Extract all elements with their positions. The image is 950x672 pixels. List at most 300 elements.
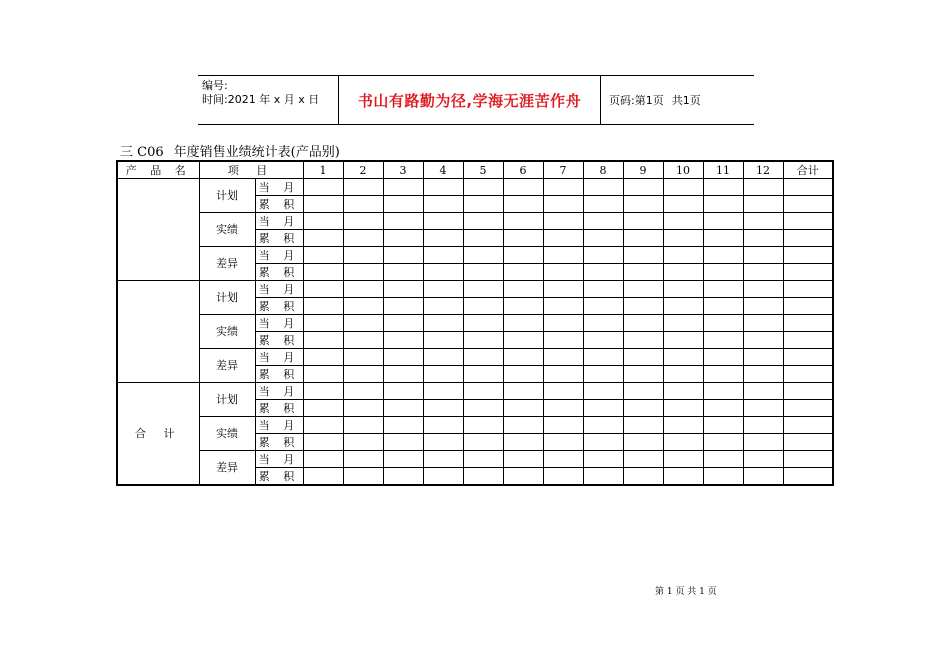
data-cell[interactable]	[463, 196, 503, 213]
data-cell[interactable]	[463, 264, 503, 281]
data-cell[interactable]	[343, 366, 383, 383]
data-cell[interactable]	[543, 298, 583, 315]
category-actual: 实绩	[199, 315, 255, 349]
total-cell[interactable]	[783, 349, 833, 366]
data-cell[interactable]	[423, 383, 463, 400]
data-cell[interactable]	[343, 400, 383, 417]
data-cell[interactable]	[423, 264, 463, 281]
data-cell[interactable]	[583, 213, 623, 230]
table-row	[117, 349, 833, 366]
sub-month: 当 月	[255, 417, 303, 434]
data-cell[interactable]	[583, 298, 623, 315]
data-cell[interactable]	[743, 434, 783, 451]
data-cell[interactable]	[343, 179, 383, 196]
data-cell[interactable]	[583, 315, 623, 332]
data-cell[interactable]	[503, 417, 543, 434]
data-cell[interactable]	[343, 196, 383, 213]
col-product-header: 产 品 名	[117, 161, 199, 179]
data-cell[interactable]	[303, 332, 343, 349]
data-cell[interactable]	[703, 468, 743, 486]
data-cell[interactable]	[663, 434, 703, 451]
data-cell[interactable]	[463, 434, 503, 451]
data-cell[interactable]	[303, 247, 343, 264]
data-cell[interactable]	[583, 383, 623, 400]
data-cell[interactable]	[423, 349, 463, 366]
data-cell[interactable]	[663, 213, 703, 230]
data-cell[interactable]	[503, 264, 543, 281]
data-cell[interactable]	[423, 434, 463, 451]
data-cell[interactable]	[703, 349, 743, 366]
data-cell[interactable]	[663, 281, 703, 298]
data-cell[interactable]	[343, 230, 383, 247]
sub-month: 当 月	[255, 315, 303, 332]
data-cell[interactable]	[503, 451, 543, 468]
data-cell[interactable]	[663, 417, 703, 434]
data-cell[interactable]	[463, 383, 503, 400]
time-label: 时间:2021 年 x 月 x 日	[202, 93, 320, 106]
table-code: 三 C06	[120, 145, 164, 160]
data-cell[interactable]	[703, 281, 743, 298]
data-cell[interactable]	[743, 196, 783, 213]
data-cell[interactable]	[743, 315, 783, 332]
data-cell[interactable]	[503, 332, 543, 349]
data-cell[interactable]	[343, 417, 383, 434]
data-cell[interactable]	[503, 349, 543, 366]
header-meta	[198, 76, 338, 124]
data-cell[interactable]	[583, 247, 623, 264]
data-cell[interactable]	[303, 468, 343, 486]
data-cell[interactable]	[623, 366, 663, 383]
data-cell[interactable]	[743, 332, 783, 349]
data-cell[interactable]	[303, 366, 343, 383]
data-cell[interactable]	[583, 434, 623, 451]
month-header: 3	[383, 161, 423, 179]
data-cell[interactable]	[703, 230, 743, 247]
data-cell[interactable]	[303, 196, 343, 213]
sub-cumulative: 累 积	[255, 264, 303, 281]
data-cell[interactable]	[703, 366, 743, 383]
data-cell[interactable]	[663, 230, 703, 247]
data-cell[interactable]	[463, 230, 503, 247]
data-cell[interactable]	[423, 451, 463, 468]
data-cell[interactable]	[303, 213, 343, 230]
table-row	[117, 213, 833, 230]
data-cell[interactable]	[343, 434, 383, 451]
data-cell[interactable]	[743, 264, 783, 281]
col-item-header: 项 目	[199, 161, 303, 179]
sub-month: 当 月	[255, 451, 303, 468]
data-cell[interactable]	[503, 230, 543, 247]
month-header: 8	[583, 161, 623, 179]
total-cell[interactable]	[783, 366, 833, 383]
month-header: 4	[423, 161, 463, 179]
data-cell[interactable]	[703, 434, 743, 451]
data-cell[interactable]	[383, 264, 423, 281]
data-cell[interactable]	[383, 383, 423, 400]
data-cell[interactable]	[303, 451, 343, 468]
data-cell[interactable]	[583, 349, 623, 366]
data-cell[interactable]	[423, 332, 463, 349]
data-cell[interactable]	[743, 213, 783, 230]
data-cell[interactable]	[343, 281, 383, 298]
total-cell[interactable]	[783, 383, 833, 400]
data-cell[interactable]	[623, 230, 663, 247]
data-cell[interactable]	[743, 366, 783, 383]
table-row	[117, 383, 833, 400]
data-cell[interactable]	[703, 332, 743, 349]
sub-month: 当 月	[255, 349, 303, 366]
month-header: 11	[703, 161, 743, 179]
data-cell[interactable]	[663, 196, 703, 213]
data-cell[interactable]	[423, 196, 463, 213]
data-cell[interactable]	[583, 366, 623, 383]
sub-cumulative: 累 积	[255, 196, 303, 213]
data-cell[interactable]	[583, 417, 623, 434]
data-cell[interactable]	[343, 383, 383, 400]
data-cell[interactable]	[663, 383, 703, 400]
data-cell[interactable]	[423, 179, 463, 196]
data-cell[interactable]	[503, 179, 543, 196]
data-cell[interactable]	[303, 400, 343, 417]
data-cell[interactable]	[623, 281, 663, 298]
total-cell[interactable]	[783, 264, 833, 281]
month-header: 5	[463, 161, 503, 179]
data-cell[interactable]	[503, 298, 543, 315]
category-diff: 差异	[199, 247, 255, 281]
month-header: 2	[343, 161, 383, 179]
data-cell[interactable]	[303, 349, 343, 366]
data-cell[interactable]	[743, 349, 783, 366]
total-cell[interactable]	[783, 196, 833, 213]
data-cell[interactable]	[343, 298, 383, 315]
data-cell[interactable]	[503, 400, 543, 417]
sub-month: 当 月	[255, 383, 303, 400]
data-cell[interactable]	[463, 213, 503, 230]
data-cell[interactable]	[703, 213, 743, 230]
data-cell[interactable]	[463, 349, 503, 366]
table-row	[117, 315, 833, 332]
product-group-1-label	[117, 179, 199, 281]
table-body	[117, 161, 833, 485]
data-cell[interactable]	[703, 400, 743, 417]
data-cell[interactable]	[423, 298, 463, 315]
data-cell[interactable]	[583, 264, 623, 281]
data-cell[interactable]	[503, 383, 543, 400]
sub-cumulative: 累 积	[255, 434, 303, 451]
data-cell[interactable]	[743, 281, 783, 298]
data-cell[interactable]	[663, 179, 703, 196]
data-cell[interactable]	[623, 298, 663, 315]
header-row	[117, 161, 833, 179]
data-cell[interactable]	[583, 230, 623, 247]
data-cell[interactable]	[703, 264, 743, 281]
data-cell[interactable]	[663, 264, 703, 281]
data-cell[interactable]	[663, 451, 703, 468]
total-cell[interactable]	[783, 298, 833, 315]
data-cell[interactable]	[663, 468, 703, 486]
data-cell[interactable]	[463, 366, 503, 383]
data-cell[interactable]	[623, 179, 663, 196]
total-cell[interactable]	[783, 247, 833, 264]
total-cell[interactable]	[783, 179, 833, 196]
data-cell[interactable]	[383, 179, 423, 196]
data-cell[interactable]	[543, 451, 583, 468]
data-cell[interactable]	[543, 315, 583, 332]
table-row	[117, 417, 833, 434]
data-cell[interactable]	[703, 196, 743, 213]
data-cell[interactable]	[503, 247, 543, 264]
data-cell[interactable]	[623, 247, 663, 264]
data-cell[interactable]	[623, 332, 663, 349]
data-cell[interactable]	[703, 451, 743, 468]
data-cell[interactable]	[623, 417, 663, 434]
data-cell[interactable]	[463, 247, 503, 264]
data-cell[interactable]	[543, 400, 583, 417]
data-cell[interactable]	[423, 417, 463, 434]
table-title-text: 年度销售业绩统计表(产品别)	[173, 145, 340, 160]
category-diff: 差异	[199, 349, 255, 383]
data-cell[interactable]	[303, 315, 343, 332]
data-cell[interactable]	[303, 179, 343, 196]
data-cell[interactable]	[463, 400, 503, 417]
data-cell[interactable]	[583, 468, 623, 486]
data-cell[interactable]	[343, 468, 383, 486]
total-cell[interactable]	[783, 434, 833, 451]
total-cell[interactable]	[783, 281, 833, 298]
data-cell[interactable]	[583, 332, 623, 349]
header-page-info	[601, 76, 754, 124]
data-cell[interactable]	[743, 383, 783, 400]
data-cell[interactable]	[383, 247, 423, 264]
data-cell[interactable]	[503, 434, 543, 451]
data-cell[interactable]	[423, 213, 463, 230]
data-cell[interactable]	[743, 468, 783, 486]
data-cell[interactable]	[463, 451, 503, 468]
data-cell[interactable]	[463, 281, 503, 298]
data-cell[interactable]	[543, 468, 583, 486]
data-cell[interactable]	[463, 468, 503, 486]
data-cell[interactable]	[623, 315, 663, 332]
data-cell[interactable]	[423, 400, 463, 417]
table-title	[120, 141, 340, 160]
data-cell[interactable]	[543, 349, 583, 366]
data-cell[interactable]	[703, 247, 743, 264]
data-cell[interactable]	[463, 315, 503, 332]
total-cell[interactable]	[783, 451, 833, 468]
data-cell[interactable]	[503, 281, 543, 298]
table-row	[117, 281, 833, 298]
data-cell[interactable]	[423, 468, 463, 486]
data-cell[interactable]	[303, 298, 343, 315]
col-total-header: 合计	[783, 161, 833, 179]
sub-month: 当 月	[255, 179, 303, 196]
data-cell[interactable]	[463, 298, 503, 315]
data-cell[interactable]	[463, 179, 503, 196]
month-header: 9	[623, 161, 663, 179]
data-cell[interactable]	[383, 213, 423, 230]
data-cell[interactable]	[623, 383, 663, 400]
data-cell[interactable]	[423, 247, 463, 264]
sub-cumulative: 累 积	[255, 366, 303, 383]
month-header: 10	[663, 161, 703, 179]
data-cell[interactable]	[583, 179, 623, 196]
data-cell[interactable]	[743, 298, 783, 315]
month-header: 6	[503, 161, 543, 179]
data-cell[interactable]	[303, 434, 343, 451]
data-cell[interactable]	[743, 400, 783, 417]
data-cell[interactable]	[343, 349, 383, 366]
data-cell[interactable]	[383, 417, 423, 434]
data-cell[interactable]	[703, 417, 743, 434]
data-cell[interactable]	[303, 264, 343, 281]
sub-cumulative: 累 积	[255, 400, 303, 417]
data-cell[interactable]	[743, 417, 783, 434]
data-cell[interactable]	[743, 230, 783, 247]
data-cell[interactable]	[383, 281, 423, 298]
header-slogan: 书山有路勤为径,学海无涯苦作舟	[338, 76, 601, 124]
sub-cumulative: 累 积	[255, 230, 303, 247]
data-cell[interactable]	[383, 332, 423, 349]
data-cell[interactable]	[423, 281, 463, 298]
data-cell[interactable]	[583, 451, 623, 468]
data-cell[interactable]	[343, 451, 383, 468]
total-cell[interactable]	[783, 213, 833, 230]
total-cell[interactable]	[783, 417, 833, 434]
data-cell[interactable]	[303, 383, 343, 400]
data-cell[interactable]	[543, 247, 583, 264]
data-cell[interactable]	[543, 417, 583, 434]
data-cell[interactable]	[663, 349, 703, 366]
data-cell[interactable]	[543, 264, 583, 281]
data-cell[interactable]	[663, 315, 703, 332]
data-cell[interactable]	[383, 349, 423, 366]
data-cell[interactable]	[383, 196, 423, 213]
data-cell[interactable]	[383, 315, 423, 332]
data-cell[interactable]	[303, 281, 343, 298]
data-cell[interactable]	[543, 434, 583, 451]
sub-month: 当 月	[255, 213, 303, 230]
category-diff: 差异	[199, 451, 255, 486]
data-cell[interactable]	[703, 298, 743, 315]
data-cell[interactable]	[383, 298, 423, 315]
data-cell[interactable]	[623, 434, 663, 451]
total-cell[interactable]	[783, 400, 833, 417]
data-cell[interactable]	[543, 213, 583, 230]
data-cell[interactable]	[543, 366, 583, 383]
category-plan: 计划	[199, 383, 255, 417]
data-cell[interactable]	[663, 298, 703, 315]
data-cell[interactable]	[663, 366, 703, 383]
data-cell[interactable]	[743, 451, 783, 468]
data-cell[interactable]	[463, 417, 503, 434]
data-cell[interactable]	[343, 315, 383, 332]
data-cell[interactable]	[503, 213, 543, 230]
data-cell[interactable]	[623, 349, 663, 366]
document-header	[198, 75, 754, 125]
data-cell[interactable]	[503, 315, 543, 332]
data-cell[interactable]	[543, 230, 583, 247]
category-plan: 计划	[199, 281, 255, 315]
sub-cumulative: 累 积	[255, 332, 303, 349]
data-cell[interactable]	[623, 400, 663, 417]
data-cell[interactable]	[343, 213, 383, 230]
data-cell[interactable]	[543, 179, 583, 196]
data-cell[interactable]	[663, 332, 703, 349]
data-cell[interactable]	[543, 332, 583, 349]
table-row	[117, 247, 833, 264]
data-cell[interactable]	[423, 315, 463, 332]
data-cell[interactable]	[383, 468, 423, 486]
data-cell[interactable]	[583, 196, 623, 213]
table-row	[117, 179, 833, 196]
total-cell[interactable]	[783, 315, 833, 332]
data-cell[interactable]	[503, 468, 543, 486]
data-cell[interactable]	[383, 451, 423, 468]
data-cell[interactable]	[343, 264, 383, 281]
page-label: 页码:第1页	[609, 94, 664, 107]
product-group-2-label	[117, 281, 199, 383]
data-cell[interactable]	[663, 400, 703, 417]
sub-month: 当 月	[255, 247, 303, 264]
data-cell[interactable]	[583, 281, 623, 298]
number-label: 编号:	[202, 79, 228, 92]
data-cell[interactable]	[623, 196, 663, 213]
data-cell[interactable]	[383, 434, 423, 451]
month-header: 7	[543, 161, 583, 179]
data-cell[interactable]	[383, 230, 423, 247]
data-cell[interactable]	[503, 196, 543, 213]
category-actual: 实绩	[199, 213, 255, 247]
sub-month: 当 月	[255, 281, 303, 298]
total-group-label: 合 计	[117, 383, 199, 486]
data-cell[interactable]	[543, 281, 583, 298]
data-cell[interactable]	[703, 383, 743, 400]
data-cell[interactable]	[543, 196, 583, 213]
data-cell[interactable]	[623, 451, 663, 468]
data-cell[interactable]	[303, 230, 343, 247]
data-cell[interactable]	[663, 247, 703, 264]
table-row	[117, 451, 833, 468]
data-cell[interactable]	[543, 383, 583, 400]
data-cell[interactable]	[423, 366, 463, 383]
data-cell[interactable]	[583, 400, 623, 417]
data-cell[interactable]	[623, 213, 663, 230]
total-cell[interactable]	[783, 230, 833, 247]
month-header: 1	[303, 161, 343, 179]
data-cell[interactable]	[303, 417, 343, 434]
month-header: 12	[743, 161, 783, 179]
data-cell[interactable]	[743, 179, 783, 196]
data-cell[interactable]	[343, 332, 383, 349]
data-cell[interactable]	[703, 315, 743, 332]
category-plan: 计划	[199, 179, 255, 213]
sub-cumulative: 累 积	[255, 468, 303, 486]
category-actual: 实绩	[199, 417, 255, 451]
data-cell[interactable]	[623, 264, 663, 281]
data-cell[interactable]	[343, 247, 383, 264]
total-cell[interactable]	[783, 332, 833, 349]
data-cell[interactable]	[383, 400, 423, 417]
total-pages-label: 共1页	[671, 94, 701, 107]
total-cell[interactable]	[783, 468, 833, 486]
data-cell[interactable]	[623, 468, 663, 486]
data-cell[interactable]	[703, 179, 743, 196]
data-cell[interactable]	[383, 366, 423, 383]
data-cell[interactable]	[743, 247, 783, 264]
data-cell[interactable]	[503, 366, 543, 383]
data-cell[interactable]	[423, 230, 463, 247]
data-cell[interactable]	[463, 332, 503, 349]
